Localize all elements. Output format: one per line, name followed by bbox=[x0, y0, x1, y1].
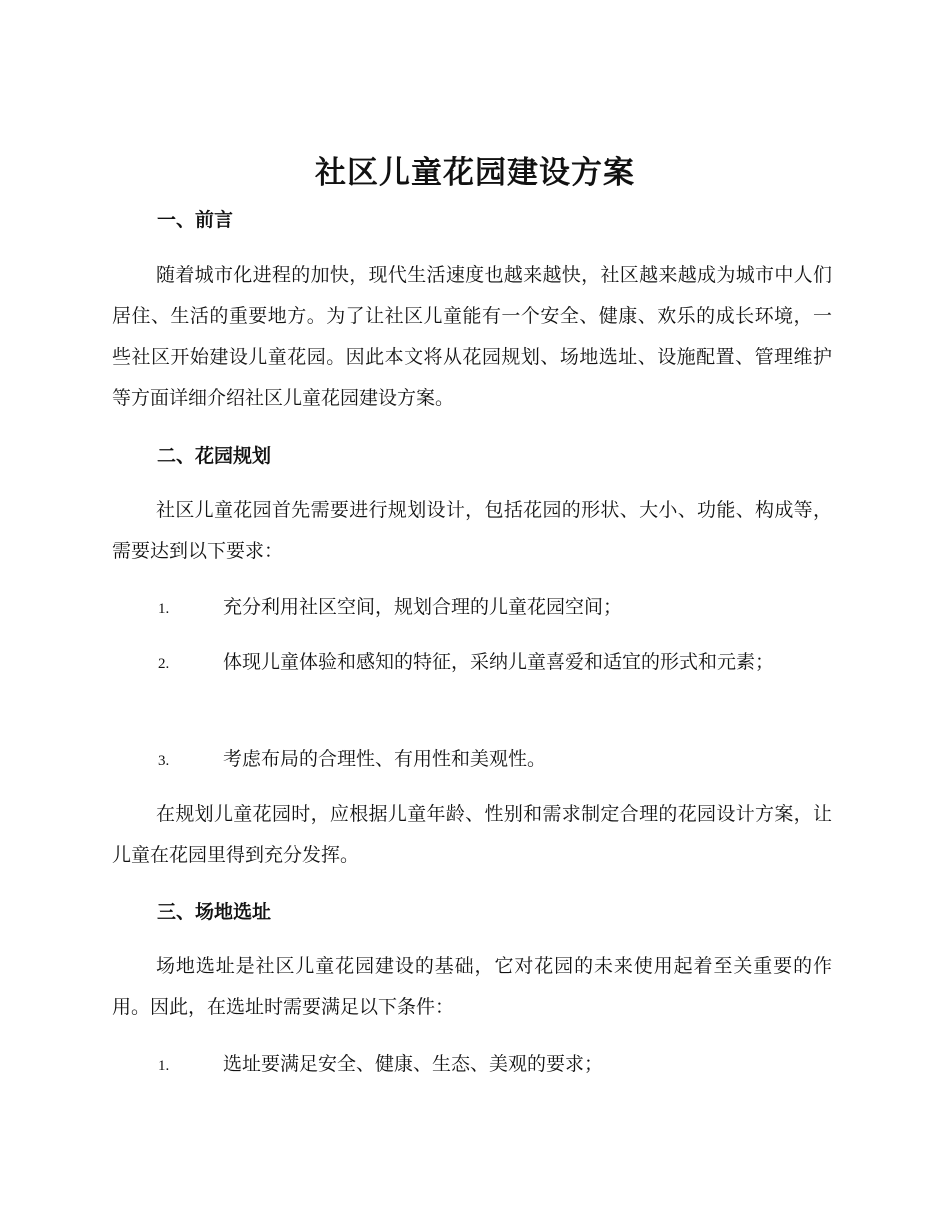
section-heading-planning: 二、花园规划 bbox=[157, 445, 272, 467]
list-item bbox=[112, 1044, 832, 1087]
list-item-text: 充分利用社区空间，规划合理的儿童花园空间； bbox=[223, 596, 623, 618]
list-item bbox=[112, 587, 832, 630]
list-item bbox=[112, 739, 832, 782]
list-item-text: 体现儿童体验和感知的特征，采纳儿童喜爱和适宜的形式和元素； bbox=[223, 651, 775, 673]
section-heading-preface: 一、前言 bbox=[157, 209, 234, 231]
list-item-text: 选址要满足安全、健康、生态、美观的要求； bbox=[223, 1053, 604, 1075]
list-item-number: 3. bbox=[158, 753, 170, 769]
list-item-number: 1. bbox=[158, 1058, 170, 1074]
paragraph-site-selection-intro: 场地选址是社区儿童花园建设的基础，它对花园的未来使用起着至关重要的作用。因此，在选址时需要满足以下条件： bbox=[112, 955, 832, 1018]
document-title: 社区儿童花园建设方案 bbox=[315, 155, 635, 191]
section-heading-site-selection: 三、场地选址 bbox=[157, 901, 272, 923]
paragraph-preface: 随着城市化进程的加快，现代生活速度也越来越快，社区越来越成为城市中人们居住、生活的重要地方。为了让社区儿童能有一个安全、健康、欢乐的成长环境，一些社区开始建设儿童花园。因此本文将从花园规划、场地选址、设施配置、管理维护等方面详细介绍社区儿童花园建设方案。 bbox=[112, 264, 832, 409]
paragraph-planning-closing: 在规划儿童花园时，应根据儿童年龄、性别和需求制定合理的花园设计方案，让儿童在花园里得到充分发挥。 bbox=[112, 803, 832, 866]
list-item-text: 考虑布局的合理性、有用性和美观性。 bbox=[223, 748, 547, 770]
list-item-number: 1. bbox=[158, 601, 170, 617]
list-item bbox=[112, 642, 832, 685]
list-item-number: 2. bbox=[158, 656, 170, 672]
paragraph-planning-intro: 社区儿童花园首先需要进行规划设计，包括花园的形状、大小、功能、构成等，需要达到以下要求： bbox=[112, 499, 832, 562]
